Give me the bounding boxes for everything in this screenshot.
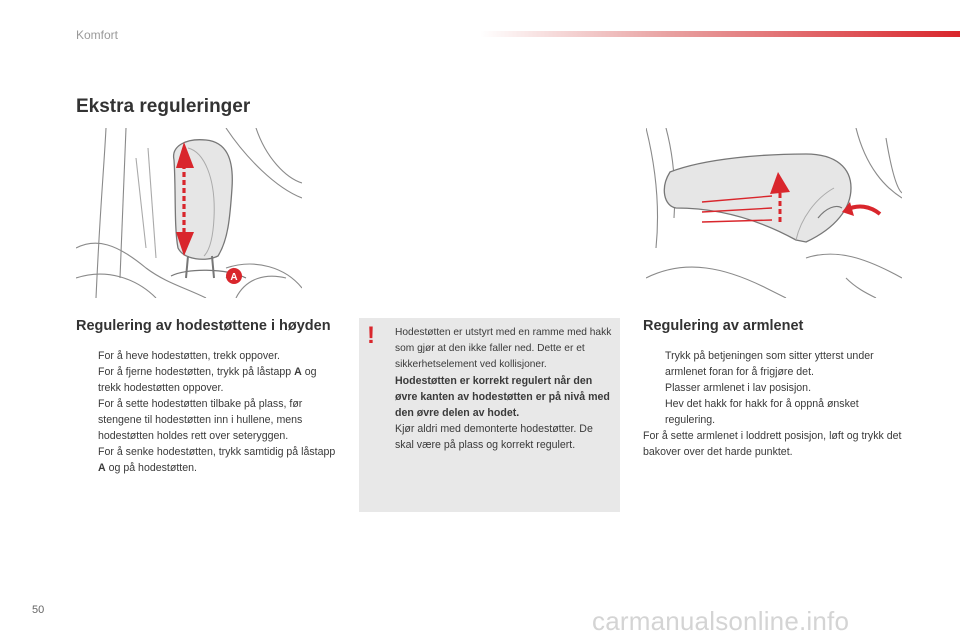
section-label: Komfort (76, 28, 119, 42)
headrest-list (76, 348, 338, 476)
armrest-paragraph: For å sette armlenet i loddrett posisjon, løft og trykk det bakover over det harde punktet. (643, 430, 902, 458)
warning-text (395, 325, 613, 453)
armrest-title: Regulering av armlenet (643, 318, 804, 334)
watermark: carmanualsonline.info (592, 606, 850, 636)
headrest-title: Regulering av hodestøttene i høyden (76, 318, 331, 334)
armrest-section (643, 318, 905, 460)
warning-text-3: Kjør aldri med demonterte hodestøtter. De skal være på plass og korrekt regulert. (395, 423, 593, 451)
armrest-list (643, 348, 905, 428)
list-item: For å senke hodestøtten, trykk samtidig på låstapp A og på hodestøtten. (98, 446, 336, 474)
warning-text-1: Hodestøtten er utstyrt med en ramme med hakk som gjør at den ikke faller ned. Dette er et sikkerhetselement ved kollisjoner. (395, 327, 612, 370)
page-title: Ekstra reguleringer (76, 96, 251, 117)
list-item: Trykk på betjeningen som sitter ytterst under armlenet foran for å frigjøre det. (665, 350, 874, 378)
list-item: Plasser armlenet i lav posisjon. (665, 382, 812, 394)
armrest-adjust-illustration (646, 128, 902, 298)
list-item: For å heve hodestøtten, trekk oppover. (98, 350, 280, 362)
headrest-adjust-illustration (76, 128, 302, 298)
list-item: Hev det hakk for hakk for å oppnå ønsket regulering. (665, 398, 859, 426)
warning-icon: ! (367, 322, 375, 349)
header-accent-bar (480, 31, 960, 37)
warning-box (359, 318, 620, 512)
warning-text-2: Hodestøtten er korrekt regulert når den øvre kanten av hodestøtten er på nivå med den øvre delen av hodet. (395, 375, 610, 419)
headrest-section (76, 318, 338, 476)
list-item: For å sette hodestøtten tilbake på plass, før stengene til hodestøtten inn i hullene, mens hodestøtten holdes rett over seteryggen. (98, 398, 303, 442)
lock-pin-label: A (230, 272, 238, 283)
page-number: 50 (32, 604, 45, 616)
list-item: For å fjerne hodestøtten, trykk på låstapp A og trekk hodestøtten oppover. (98, 366, 317, 394)
